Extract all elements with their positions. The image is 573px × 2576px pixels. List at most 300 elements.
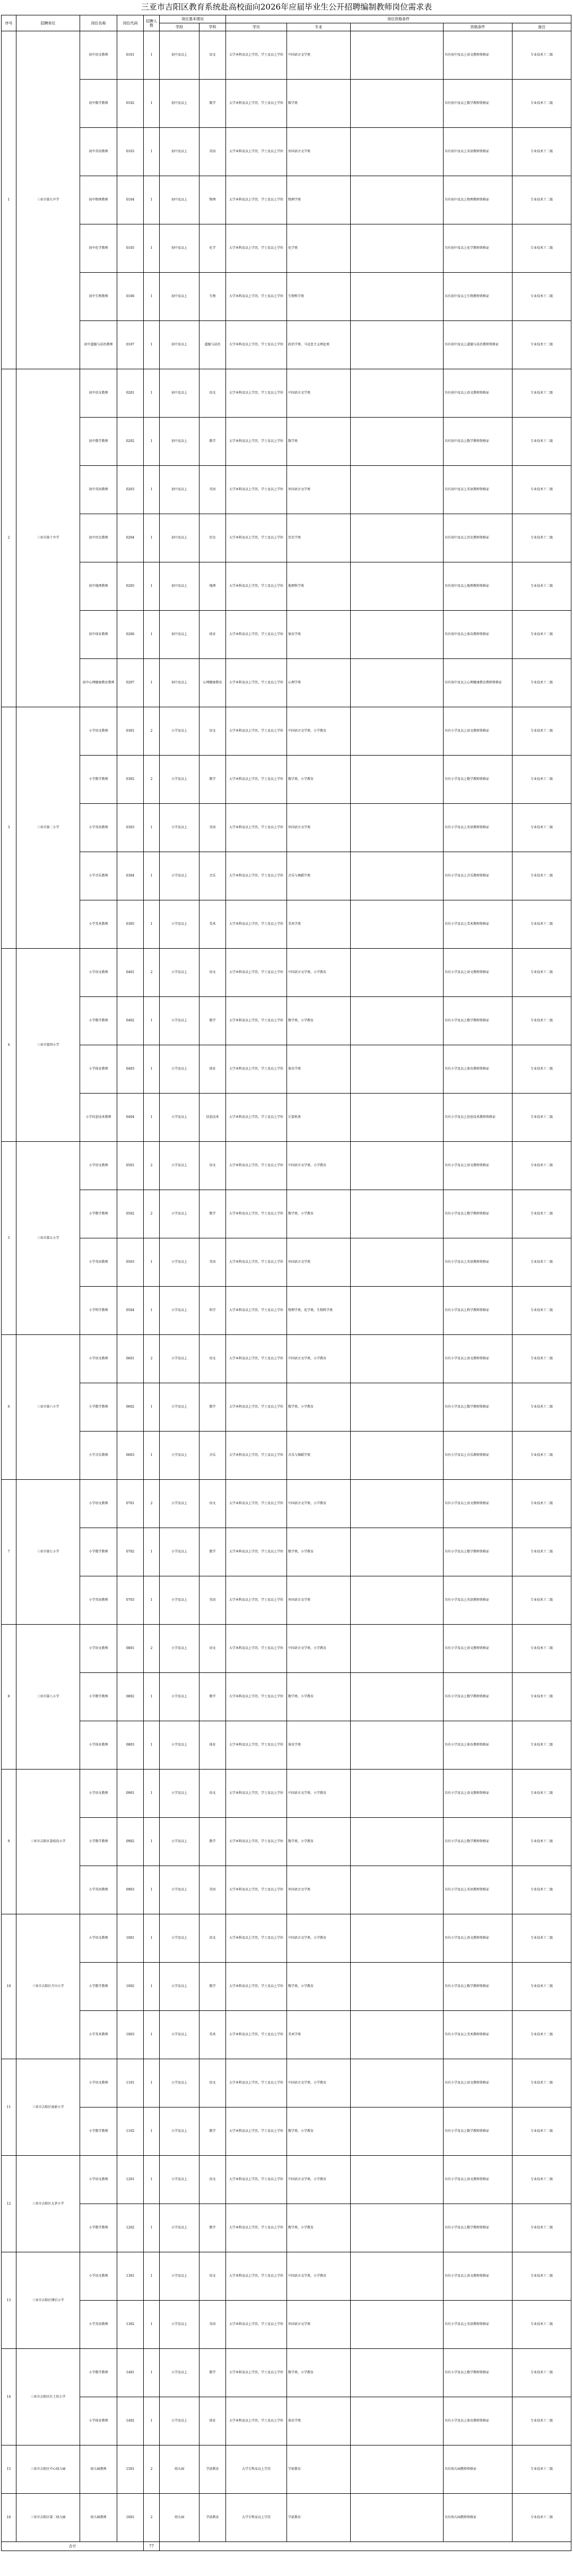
subject-cell: 美术 — [199, 900, 226, 949]
requirement-cell: 具有小学及以上数学教师资格证 — [444, 1818, 513, 1866]
stage-cell: 初中及以上 — [160, 321, 199, 369]
remark-cell: 专业技术十二级 — [513, 418, 571, 466]
education-cell: 大学本科及以上学历，学士及以上学位 — [226, 2011, 287, 2059]
education-cell: 大学本科及以上学历，学士及以上学位 — [226, 1866, 287, 1914]
remark-cell: 专业技术十二级 — [513, 1335, 571, 1383]
table-row — [2, 1238, 571, 1287]
headcount-cell: 1 — [144, 418, 160, 466]
position-code-cell: 0602 — [117, 1383, 144, 1432]
stage-cell: 小学及以上 — [160, 2156, 199, 2204]
row-number-cell: 6 — [2, 1335, 16, 1480]
requirement-cell: 具有幼儿园教师资格证 — [444, 2445, 513, 2494]
education-cell: 大学本科及以上学历，学士及以上学位 — [226, 2301, 287, 2349]
major-cell: 历史学类 — [287, 514, 351, 562]
subject-cell: 数学 — [199, 1673, 226, 1721]
headcount-cell: 1 — [144, 1770, 160, 1818]
education-cell: 大学本科及以上学历，学士及以上学位 — [226, 1142, 287, 1190]
table-row — [2, 949, 571, 997]
note-cell — [351, 1673, 444, 1721]
header-cell: 学科 — [199, 23, 226, 31]
subject-cell: 学前教育 — [199, 2445, 226, 2494]
unit-cell: 三亚市第七小学 — [16, 1480, 80, 1625]
table-row — [2, 2204, 571, 2252]
position-name-cell: 初中地理教师 — [80, 562, 117, 611]
major-cell: 外国语言文学类 — [287, 128, 351, 176]
remark-cell: 专业技术十二级 — [513, 2204, 571, 2252]
subject-cell: 英语 — [199, 2301, 226, 2349]
header-cell: 岗位名称 — [80, 15, 117, 31]
subject-cell: 语文 — [199, 2156, 226, 2204]
position-name-cell: 幼儿园教师 — [80, 2494, 117, 2542]
requirement-cell: 具有小学及以上数学教师资格证 — [444, 2107, 513, 2156]
education-cell: 大学本科及以上学历，学士及以上学位 — [226, 1818, 287, 1866]
note-cell — [351, 659, 444, 707]
requirement-cell: 具有小学及以上语文教师资格证 — [444, 1625, 513, 1673]
requirement-cell: 具有小学及以上美术教师资格证 — [444, 2011, 513, 2059]
major-cell: 生物科学类 — [287, 273, 351, 321]
position-name-cell: 小学语文教师 — [80, 707, 117, 756]
position-name-cell: 小学数学教师 — [80, 997, 117, 1045]
subject-cell: 英语 — [199, 804, 226, 852]
position-name-cell: 初中心理健康教育教师 — [80, 659, 117, 707]
requirement-cell: 具有小学及以上语文教师资格证 — [444, 949, 513, 997]
requirement-cell: 具有小学及以上英语教师资格证 — [444, 1576, 513, 1625]
subject-cell: 语文 — [199, 1625, 226, 1673]
requirement-cell: 具有小学及以上数学教师资格证 — [444, 2204, 513, 2252]
major-cell: 数学类、小学教育 — [287, 756, 351, 804]
stage-cell: 小学及以上 — [160, 1238, 199, 1287]
unit-cell: 三亚市第八小学 — [16, 1625, 80, 1770]
headcount-cell: 1 — [144, 1673, 160, 1721]
table-row — [2, 514, 571, 562]
headcount-cell: 2 — [144, 1335, 160, 1383]
note-cell — [351, 80, 444, 128]
table-row — [2, 1045, 571, 1094]
unit-cell: 三亚市第二小学 — [16, 707, 80, 949]
subject-cell: 数学 — [199, 1383, 226, 1432]
header-row-1 — [2, 15, 571, 23]
note-cell — [351, 1528, 444, 1576]
headcount-cell: 2 — [144, 756, 160, 804]
note-cell — [351, 1576, 444, 1625]
requirement-cell: 具有小学及以上语文教师资格证 — [444, 2252, 513, 2301]
remark-cell: 专业技术十二级 — [513, 273, 571, 321]
stage-cell: 小学及以上 — [160, 1383, 199, 1432]
position-code-cell: 1001 — [117, 1914, 144, 1963]
remark-cell: 专业技术十二级 — [513, 1963, 571, 2011]
requirement-cell: 具有小学及以上语文教师资格证 — [444, 1770, 513, 1818]
major-cell: 外国语言文学类 — [287, 1576, 351, 1625]
position-name-cell: 初中数学教师 — [80, 418, 117, 466]
subject-cell: 语文 — [199, 1335, 226, 1383]
header-group-cell: 岗位资格条件 — [226, 15, 571, 23]
position-name-cell: 小学数学教师 — [80, 1528, 117, 1576]
table-row — [2, 1480, 571, 1528]
position-code-cell: 0202 — [117, 418, 144, 466]
headcount-cell: 1 — [144, 1576, 160, 1625]
note-cell — [351, 1335, 444, 1383]
table-row — [2, 321, 571, 369]
stage-cell: 小学及以上 — [160, 852, 199, 900]
note-cell — [351, 2156, 444, 2204]
position-name-cell: 小学语文教师 — [80, 1142, 117, 1190]
note-cell — [351, 1045, 444, 1094]
stage-cell: 初中及以上 — [160, 418, 199, 466]
position-code-cell: 0204 — [117, 514, 144, 562]
stage-cell: 小学及以上 — [160, 2252, 199, 2301]
major-cell: 中国语言文学类、小学教育 — [287, 1142, 351, 1190]
position-name-cell: 初中语文教师 — [80, 369, 117, 418]
unit-cell: 三亚市吉阳区博后小学 — [16, 2252, 80, 2349]
header-group-cell: 岗位基本情况 — [160, 15, 226, 23]
note-cell — [351, 804, 444, 852]
headcount-cell: 1 — [144, 369, 160, 418]
requirement-cell: 具有初中及以上体育教师资格证 — [444, 611, 513, 659]
subject-cell: 体育 — [199, 2397, 226, 2445]
headcount-cell: 2 — [144, 949, 160, 997]
headcount-cell: 1 — [144, 514, 160, 562]
position-name-cell: 小学数学教师 — [80, 2107, 117, 2156]
note-cell — [351, 128, 444, 176]
education-cell: 大学本科及以上学历，学士及以上学位 — [226, 659, 287, 707]
subject-cell: 数学 — [199, 2107, 226, 2156]
table-row — [2, 1625, 571, 1673]
stage-cell: 小学及以上 — [160, 1432, 199, 1480]
stage-cell: 初中及以上 — [160, 273, 199, 321]
stage-cell: 幼儿园 — [160, 2445, 199, 2494]
stage-cell: 小学及以上 — [160, 2204, 199, 2252]
header-cell: 岗位代码 — [117, 15, 144, 31]
position-code-cell: 1202 — [117, 2204, 144, 2252]
education-cell: 大学本科及以上学历，学士及以上学位 — [226, 997, 287, 1045]
header-cell: 序号 — [2, 15, 16, 31]
major-cell: 数学类、小学教育 — [287, 2204, 351, 2252]
stage-cell: 初中及以上 — [160, 466, 199, 514]
requirement-cell: 具有小学及以上英语教师资格证 — [444, 2301, 513, 2349]
subject-cell: 语文 — [199, 2252, 226, 2301]
position-code-cell: 0302 — [117, 756, 144, 804]
position-code-cell: 1401 — [117, 2349, 144, 2397]
requirement-cell: 具有初中及以上道德与法治教师资格证 — [444, 321, 513, 369]
remark-cell: 专业技术十二级 — [513, 611, 571, 659]
stage-cell: 小学及以上 — [160, 1480, 199, 1528]
table-row — [2, 562, 571, 611]
table-row — [2, 1576, 571, 1625]
remark-cell: 专业技术十二级 — [513, 1238, 571, 1287]
major-cell: 数学类 — [287, 418, 351, 466]
position-name-cell: 幼儿园教师 — [80, 2445, 117, 2494]
position-name-cell: 小学数学教师 — [80, 1818, 117, 1866]
unit-cell: 三亚市第四小学 — [16, 949, 80, 1142]
position-code-cell: 0501 — [117, 1142, 144, 1190]
table-row — [2, 466, 571, 514]
table-row — [2, 1287, 571, 1335]
requirement-cell: 具有小学及以上音乐教师资格证 — [444, 1432, 513, 1480]
position-name-cell: 小学数学教师 — [80, 1673, 117, 1721]
education-cell: 大学本科及以上学历，学士及以上学位 — [226, 273, 287, 321]
unit-cell: 三亚市吉阳区荔枝沟小学 — [16, 1770, 80, 1914]
position-code-cell: 0103 — [117, 128, 144, 176]
headcount-cell: 1 — [144, 2252, 160, 2301]
stage-cell: 小学及以上 — [160, 1818, 199, 1866]
subject-cell: 数学 — [199, 1963, 226, 2011]
major-cell: 地理科学类 — [287, 562, 351, 611]
requirement-cell: 具有初中及以上语文教师资格证 — [444, 31, 513, 80]
remark-cell: 专业技术十二级 — [513, 1480, 571, 1528]
requirement-cell: 具有初中及以上生物教师资格证 — [444, 273, 513, 321]
table-row — [2, 804, 571, 852]
table-row — [2, 2107, 571, 2156]
position-code-cell: 0303 — [117, 804, 144, 852]
subject-cell: 语文 — [199, 949, 226, 997]
row-number-cell: 3 — [2, 707, 16, 949]
row-number-cell: 16 — [2, 2494, 16, 2542]
remark-cell: 专业技术十二级 — [513, 2301, 571, 2349]
position-code-cell: 1102 — [117, 2107, 144, 2156]
position-name-cell: 小学语文教师 — [80, 1335, 117, 1383]
position-code-cell: 0803 — [117, 1721, 144, 1770]
position-name-cell: 初中数学教师 — [80, 80, 117, 128]
position-name-cell: 小学音乐教师 — [80, 852, 117, 900]
remark-cell: 专业技术十二级 — [513, 224, 571, 273]
subject-cell: 语文 — [199, 1770, 226, 1818]
subject-cell: 体育 — [199, 611, 226, 659]
position-name-cell: 小学体育教师 — [80, 1045, 117, 1094]
header-cell: 备注 — [513, 23, 571, 31]
note-cell — [351, 466, 444, 514]
position-name-cell: 小学数学教师 — [80, 2204, 117, 2252]
requirement-cell: 具有小学及以上数学教师资格证 — [444, 1190, 513, 1238]
table-row — [2, 224, 571, 273]
stage-cell: 小学及以上 — [160, 2107, 199, 2156]
position-code-cell: 1002 — [117, 1963, 144, 2011]
major-cell: 化学类 — [287, 224, 351, 273]
stage-cell: 小学及以上 — [160, 1721, 199, 1770]
row-number-cell: 4 — [2, 949, 16, 1142]
major-cell: 数学类、小学教育 — [287, 1528, 351, 1576]
stage-cell: 小学及以上 — [160, 1673, 199, 1721]
requirement-cell: 具有小学及以上语文教师资格证 — [444, 1914, 513, 1963]
stage-cell: 初中及以上 — [160, 659, 199, 707]
remark-cell: 专业技术十二级 — [513, 1432, 571, 1480]
note-cell — [351, 2204, 444, 2252]
stage-cell: 初中及以上 — [160, 128, 199, 176]
remark-cell: 专业技术十二级 — [513, 128, 571, 176]
position-code-cell: 1101 — [117, 2059, 144, 2107]
education-cell: 大学本科及以上学历，学士及以上学位 — [226, 1190, 287, 1238]
note-cell — [351, 176, 444, 224]
note-cell — [351, 273, 444, 321]
position-code-cell: 0106 — [117, 273, 144, 321]
subject-cell: 物理 — [199, 176, 226, 224]
recruitment-table — [1, 15, 571, 2551]
major-cell: 中国语言文学类、小学教育 — [287, 1480, 351, 1528]
requirement-cell: 具有初中及以上历史教师资格证 — [444, 514, 513, 562]
subject-cell: 生物 — [199, 273, 226, 321]
subject-cell: 数学 — [199, 2349, 226, 2397]
position-name-cell: 初中语文教师 — [80, 31, 117, 80]
remark-cell: 专业技术十二级 — [513, 1576, 571, 1625]
note-cell — [351, 1190, 444, 1238]
headcount-cell: 1 — [144, 2011, 160, 2059]
position-code-cell: 0104 — [117, 176, 144, 224]
remark-cell: 专业技术十二级 — [513, 2107, 571, 2156]
position-name-cell: 小学英语教师 — [80, 1238, 117, 1287]
subject-cell: 化学 — [199, 224, 226, 273]
row-number-cell: 8 — [2, 1625, 16, 1770]
subject-cell: 体育 — [199, 1045, 226, 1094]
remark-cell: 专业技术十二级 — [513, 2156, 571, 2204]
education-cell: 大学本科及以上学历，学士及以上学位 — [226, 31, 287, 80]
position-code-cell: 0304 — [117, 852, 144, 900]
requirement-cell: 具有小学及以上数学教师资格证 — [444, 1383, 513, 1432]
requirement-cell: 具有初中及以上英语教师资格证 — [444, 128, 513, 176]
note-cell — [351, 369, 444, 418]
unit-cell: 三亚市吉阳区南新小学 — [16, 2059, 80, 2156]
stage-cell: 初中及以上 — [160, 224, 199, 273]
headcount-cell: 1 — [144, 1914, 160, 1963]
note-cell — [351, 2349, 444, 2397]
subject-cell: 地理 — [199, 562, 226, 611]
position-code-cell: 1501 — [117, 2445, 144, 2494]
major-cell: 中国语言文学类、小学教育 — [287, 1335, 351, 1383]
note-cell — [351, 1480, 444, 1528]
stage-cell: 小学及以上 — [160, 900, 199, 949]
major-cell: 中国语言文学类、小学教育 — [287, 1914, 351, 1963]
remark-cell: 专业技术十二级 — [513, 1770, 571, 1818]
headcount-cell: 2 — [144, 2494, 160, 2542]
headcount-cell: 2 — [144, 707, 160, 756]
note-cell — [351, 2445, 444, 2494]
education-cell: 大学本科及以上学历，学士及以上学位 — [226, 466, 287, 514]
headcount-cell: 1 — [144, 2349, 160, 2397]
header-cell: 专业 — [287, 23, 351, 31]
position-name-cell: 小学语文教师 — [80, 2059, 117, 2107]
position-code-cell: 0403 — [117, 1045, 144, 1094]
position-code-cell: 0102 — [117, 80, 144, 128]
subject-cell: 数学 — [199, 1190, 226, 1238]
unit-cell: 三亚市第五小学 — [16, 1142, 80, 1335]
major-cell: 政治学类、马克思主义理论类 — [287, 321, 351, 369]
major-cell: 体育学类 — [287, 2397, 351, 2445]
education-cell: 大学本科及以上学历，学士及以上学位 — [226, 1721, 287, 1770]
major-cell: 心理学类 — [287, 659, 351, 707]
requirement-cell: 具有小学及以上语文教师资格证 — [444, 1142, 513, 1190]
total-blank-cell — [160, 2542, 571, 2551]
position-name-cell: 初中生物教师 — [80, 273, 117, 321]
remark-cell: 专业技术十二级 — [513, 562, 571, 611]
table-row — [2, 707, 571, 756]
education-cell: 大学本科及以上学历，学士及以上学位 — [226, 1770, 287, 1818]
total-count-cell: 77 — [144, 2542, 160, 2551]
major-cell: 体育学类 — [287, 1721, 351, 1770]
note-cell — [351, 949, 444, 997]
page-title: 三亚市吉阳区教育系统赴高校面向2026年应届毕业生公开招聘编制教师岗位需求表 — [141, 2, 432, 12]
note-cell — [351, 900, 444, 949]
subject-cell: 道德与法治 — [199, 321, 226, 369]
table-row — [2, 900, 571, 949]
headcount-cell: 1 — [144, 1721, 160, 1770]
table-row — [2, 2252, 571, 2301]
requirement-cell: 具有小学及以上科学教师资格证 — [444, 1287, 513, 1335]
note-cell — [351, 1142, 444, 1190]
headcount-cell: 1 — [144, 321, 160, 369]
headcount-cell: 1 — [144, 1287, 160, 1335]
position-code-cell: 0702 — [117, 1528, 144, 1576]
major-cell: 计算机类 — [287, 1094, 351, 1142]
stage-cell: 初中及以上 — [160, 31, 199, 80]
table-row — [2, 176, 571, 224]
table-row — [2, 1721, 571, 1770]
stage-cell: 初中及以上 — [160, 369, 199, 418]
remark-cell: 专业技术十二级 — [513, 1094, 571, 1142]
headcount-cell: 1 — [144, 2397, 160, 2445]
education-cell: 大学本科及以上学历，学士及以上学位 — [226, 2252, 287, 2301]
headcount-cell: 2 — [144, 2445, 160, 2494]
requirement-cell: 具有幼儿园教师资格证 — [444, 2494, 513, 2542]
stage-cell: 小学及以上 — [160, 1963, 199, 2011]
table-row — [2, 1673, 571, 1721]
note-cell — [351, 2301, 444, 2349]
stage-cell: 小学及以上 — [160, 1190, 199, 1238]
requirement-cell: 具有小学及以上体育教师资格证 — [444, 1721, 513, 1770]
note-cell — [351, 1287, 444, 1335]
headcount-cell: 1 — [144, 1383, 160, 1432]
unit-cell: 三亚市第六小学 — [16, 1335, 80, 1480]
subject-cell: 英语 — [199, 128, 226, 176]
note-cell — [351, 1866, 444, 1914]
note-cell — [351, 2252, 444, 2301]
education-cell: 大学本科及以上学历，学士及以上学位 — [226, 1963, 287, 2011]
table-row — [2, 756, 571, 804]
row-number-cell: 11 — [2, 2059, 16, 2156]
remark-cell: 专业技术十二级 — [513, 2011, 571, 2059]
subject-cell: 数学 — [199, 418, 226, 466]
remark-cell: 专业技术十二级 — [513, 997, 571, 1045]
education-cell: 大学本科及以上学历，学士及以上学位 — [226, 756, 287, 804]
subject-cell: 英语 — [199, 1238, 226, 1287]
requirement-cell: 具有初中及以上英语教师资格证 — [444, 466, 513, 514]
major-cell: 数学类、小学教育 — [287, 2107, 351, 2156]
remark-cell: 专业技术十二级 — [513, 1190, 571, 1238]
major-cell: 数学类、小学教育 — [287, 2349, 351, 2397]
subject-cell: 英语 — [199, 466, 226, 514]
subject-cell: 数学 — [199, 2204, 226, 2252]
remark-cell: 专业技术十二级 — [513, 2059, 571, 2107]
header-cell: 资格条件 — [444, 23, 513, 31]
position-code-cell: 0206 — [117, 611, 144, 659]
headcount-cell: 2 — [144, 1625, 160, 1673]
education-cell: 大学本科及以上学历，学士及以上学位 — [226, 2397, 287, 2445]
subject-cell: 英语 — [199, 1576, 226, 1625]
subject-cell: 数学 — [199, 997, 226, 1045]
table-row — [2, 659, 571, 707]
position-name-cell: 小学数学教师 — [80, 1963, 117, 2011]
table-row — [2, 1142, 571, 1190]
education-cell: 大学本科及以上学历，学士及以上学位 — [226, 224, 287, 273]
headcount-cell: 1 — [144, 80, 160, 128]
remark-cell: 专业技术十二级 — [513, 659, 571, 707]
position-name-cell: 小学信息技术教师 — [80, 1094, 117, 1142]
table-row — [2, 2397, 571, 2445]
headcount-cell: 1 — [144, 1528, 160, 1576]
table-row — [2, 1818, 571, 1866]
position-name-cell: 初中物理教师 — [80, 176, 117, 224]
stage-cell: 小学及以上 — [160, 1142, 199, 1190]
stage-cell: 小学及以上 — [160, 1528, 199, 1576]
education-cell: 大学本科及以上学历，学士及以上学位 — [226, 176, 287, 224]
stage-cell: 小学及以上 — [160, 1576, 199, 1625]
